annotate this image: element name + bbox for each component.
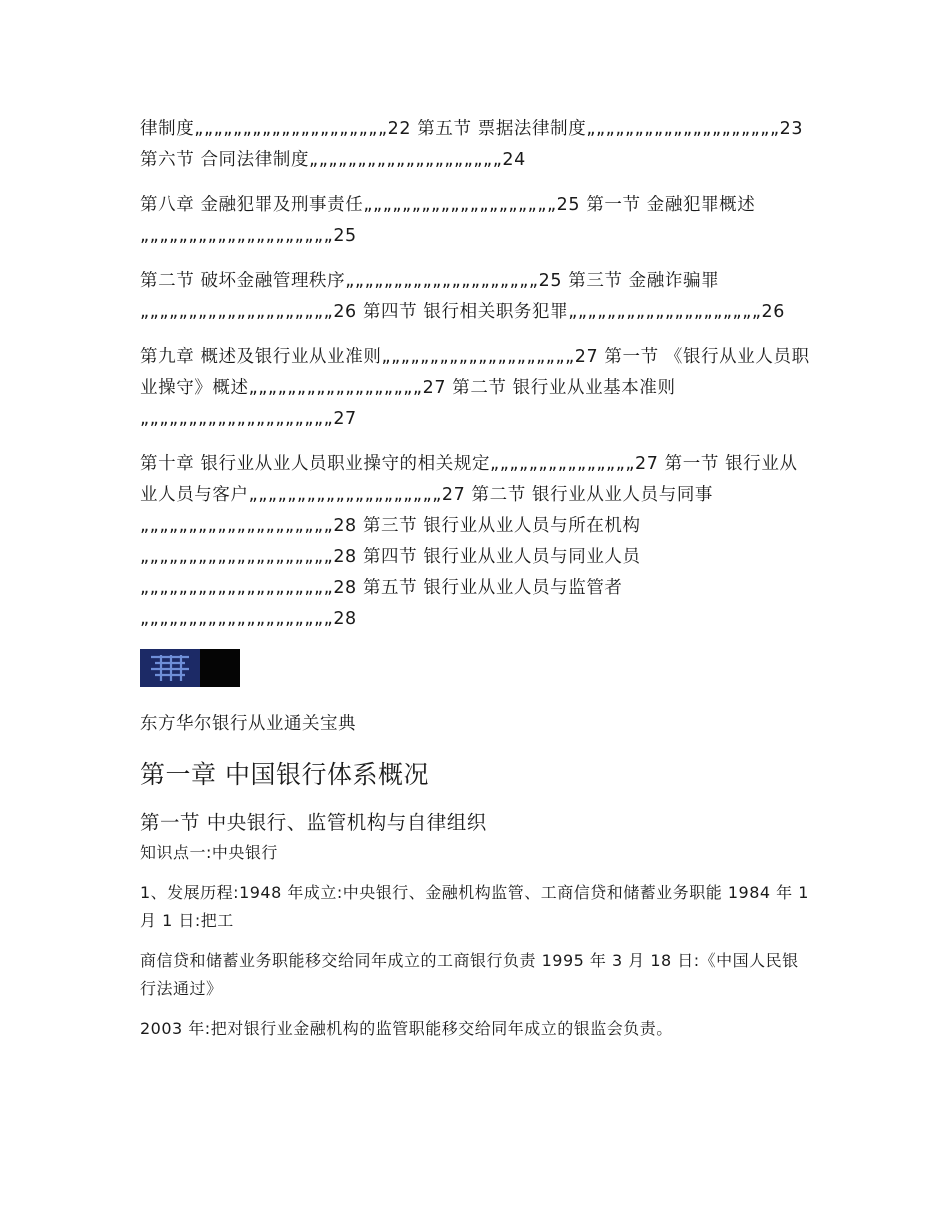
logo-dark-block: [200, 649, 240, 687]
knowledge-point: 知识点一:中央银行: [140, 843, 278, 862]
toc-entry-ch10: 第十章 银行业从业人员职业操守的相关规定„„„„„„„„„„„„„„„27 第一节 银行业从业人员与客户„„„„„„„„„„„„„„„„„„„„27 第二节 银行业从业人员与同事„„„„„„„„„„„„„„„„„„„„28 第三节 银行业从业人员与所在机构„„„„„„„„„„„„„„„„„„„„28 第四节 银行业从业人员与同业人员„„„„„„„„„„„„„„„„„„„„28 第五节 银行业从业人员与监管者„„„„„„„„„„„„„„„„„„„„28: [140, 454, 798, 629]
bank-logo-icon: [140, 649, 200, 687]
section-title: 第一节 中央银行、监管机构与自律组织: [140, 811, 487, 834]
toc-entry-ch8: 第八章 金融犯罪及刑事责任„„„„„„„„„„„„„„„„„„„„25 第一节 金融犯罪概述„„„„„„„„„„„„„„„„„„„„25: [140, 195, 756, 246]
document-page: [140, 114, 812, 1055]
toc-entry-ch7-sections: 律制度„„„„„„„„„„„„„„„„„„„„22 第五节 票据法律制度„„„„„„„„„„„„„„„„„„„„23 第六节 合同法律制度„„„„„„„„„„„„„„„„„„„„24: [140, 119, 804, 170]
toc-entry-ch8-sections: 第二节 破坏金融管理秩序„„„„„„„„„„„„„„„„„„„„25 第三节 金融诈骗罪„„„„„„„„„„„„„„„„„„„„26 第四节 银行相关职务犯罪„„„„„„„„„„„„„„„„„„„„26: [140, 271, 786, 322]
body-text: [140, 839, 812, 1043]
chapter-title: 第一章 中国银行体系概况: [140, 760, 429, 789]
logo-row: [140, 649, 812, 687]
paragraph-history-1: 1、发展历程:1948 年成立:中央银行、金融机构监管、工商信贷和储蓄业务职能 1984 年 1 月 1 日:把工: [140, 883, 809, 930]
paragraph-history-3: 2003 年:把对银行业金融机构的监管职能移交给同年成立的银监会负责。: [140, 1019, 673, 1038]
brand-title: 东方华尔银行从业通关宝典: [140, 714, 356, 734]
toc-entry-ch9: 第九章 概述及银行业从业准则„„„„„„„„„„„„„„„„„„„„27 第一节 《银行从业人员职业操守》概述„„„„„„„„„„„„„„„„„„27 第二节 银行业从业基本准则„„„„„„„„„„„„„„„„„„„„27: [140, 347, 810, 429]
paragraph-history-2: 商信贷和储蓄业务职能移交给同年成立的工商银行负责 1995 年 3 月 18 日:《中国人民银行法通过》: [140, 951, 799, 998]
table-of-contents: [140, 114, 812, 635]
